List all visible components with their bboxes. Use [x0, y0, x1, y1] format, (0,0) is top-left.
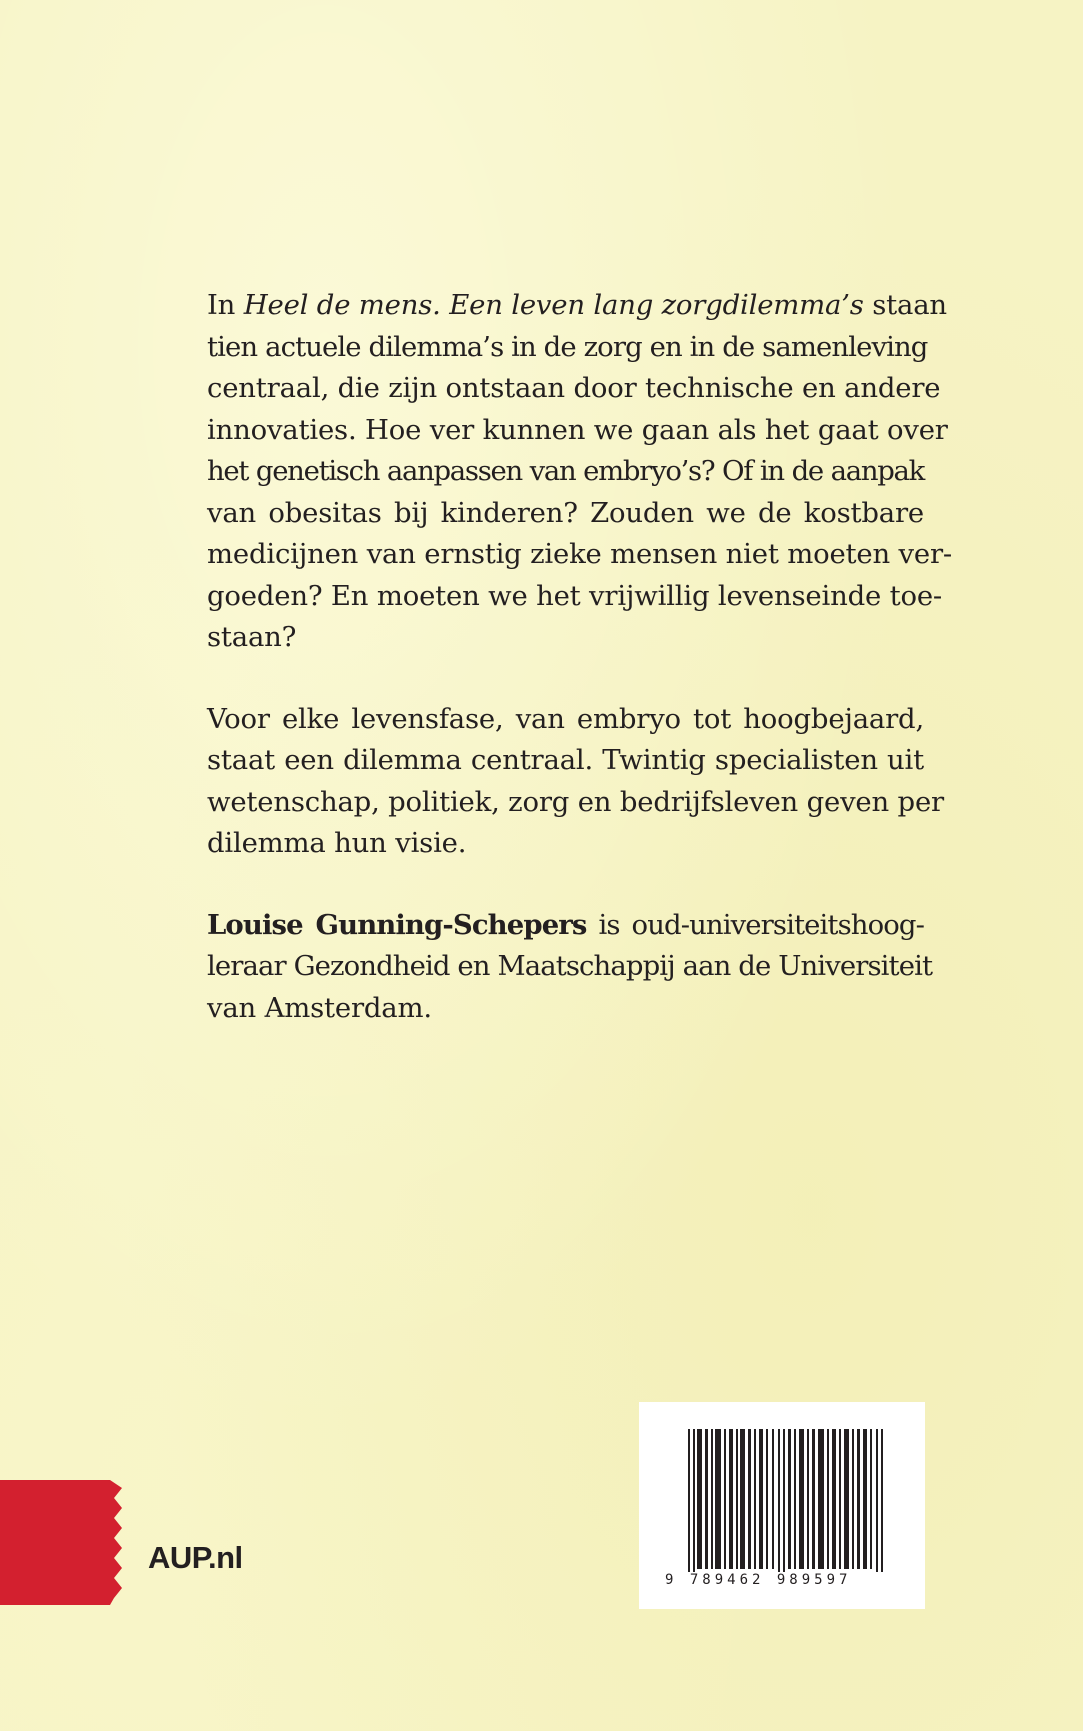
paragraph-line: medicijnen van ernstig zieke mensen niet moeten ver- [207, 538, 952, 570]
isbn-barcode [639, 1402, 925, 1609]
barcode-bars [688, 1429, 883, 1583]
stamp-edge-shape [0, 1480, 122, 1605]
paragraph-line: van obesitas bij kinderen? Zouden we de kostbare [207, 496, 924, 529]
paragraph-line: staan? [207, 621, 297, 653]
paragraph-line: tien actuele dilemma’s in de zorg en in de samenleving [207, 330, 928, 363]
paragraph-line: goeden? En moeten we het vrijwillig levenseinde toe- [207, 579, 943, 612]
isbn-number: 9 789462 989597 [665, 1572, 905, 1588]
paragraph-line [207, 285, 947, 327]
line-suffix: staan [863, 289, 947, 321]
author-name: Louise Gunning-Schepers [207, 908, 587, 941]
paragraph-line: centraal, die zijn ontstaan door technische en andere [207, 372, 941, 404]
publisher-logo-mark [0, 1480, 122, 1605]
description-paragraph-1 [207, 285, 952, 659]
line-prefix: In [207, 289, 244, 321]
paragraph-line: leraar Gezondheid en Maatschappij aan de Universiteit [207, 950, 933, 982]
author-bio [207, 905, 933, 1030]
paragraph-line: het genetisch aanpassen van embryo’s? Of in de aanpak [207, 455, 924, 487]
paragraph-line: dilemma hun visie. [207, 827, 467, 859]
paragraph-line: wetenschap, politiek, zorg en bedrijfsleven geven per [207, 785, 944, 818]
description-paragraph-2 [207, 699, 944, 865]
paragraph-line [207, 905, 924, 947]
paragraph-line: van Amsterdam. [207, 991, 432, 1024]
publisher-url[interactable]: AUP.nl [148, 1540, 243, 1575]
back-cover-text [207, 285, 952, 1069]
book-title-italic: Heel de mens. Een leven lang zorgdilemma’s [243, 289, 864, 321]
paragraph-line: Voor elke levensfase, van embryo tot hoogbejaard, [207, 702, 924, 735]
author-bio-text: is oud-universiteitshoog- [586, 908, 924, 941]
paragraph-line: staat een dilemma centraal. Twintig specialisten uit [207, 744, 924, 776]
paragraph-line: innovaties. Hoe ver kunnen we gaan als het gaat over [207, 413, 948, 446]
